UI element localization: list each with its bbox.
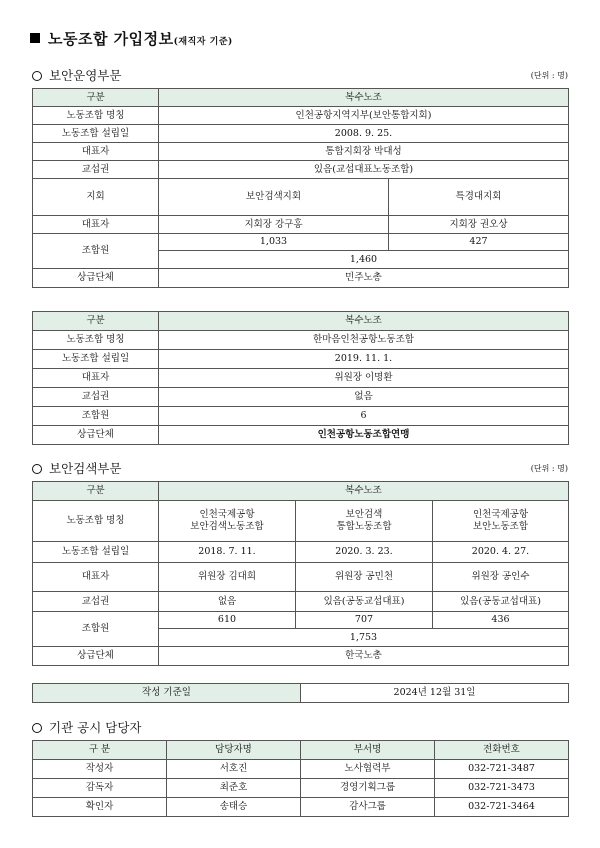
- upper-org: 한국노총: [159, 647, 569, 666]
- table-row: [33, 779, 569, 798]
- section-heading-text: 보안검색부문: [49, 461, 122, 476]
- section-heading-text: 보안운영부문: [49, 68, 122, 83]
- circle-bullet-icon: [32, 723, 42, 733]
- union-name-line: 보안노동조합: [472, 521, 529, 532]
- row-label: 상급단체: [33, 647, 159, 666]
- unit-note: (단위 : 명): [530, 464, 568, 473]
- union-table-1: [32, 88, 569, 288]
- base-date-label: 작성 기준일: [33, 684, 301, 703]
- contact-role: 감독자: [33, 779, 167, 798]
- representative: 위원장 공인수: [433, 563, 569, 592]
- branch-rep-b: 지회장 권오상: [389, 216, 569, 234]
- table-row: [33, 798, 569, 817]
- bargaining-right: 없음: [159, 388, 569, 407]
- est-date: 2020. 3. 23.: [296, 542, 433, 563]
- section-heading-text: 기관 공시 담당자: [49, 720, 142, 735]
- contact-phone: 032-721-3473: [435, 779, 569, 798]
- members-total: 1,753: [159, 629, 569, 647]
- representative: 위원장 김대희: [159, 563, 296, 592]
- est-date: 2018. 7. 11.: [159, 542, 296, 563]
- page-title-sub: (재직자 기준): [173, 37, 233, 47]
- row-label: 조합원: [33, 234, 159, 269]
- row-label: 노동조합 설립일: [33, 350, 159, 369]
- members-total: 1,460: [159, 251, 569, 269]
- union-name-line: 통합노동조합: [336, 521, 392, 532]
- contact-name: 최준호: [167, 779, 301, 798]
- members: 707: [296, 612, 433, 629]
- members: 610: [159, 612, 296, 629]
- contact-phone: 032-721-3464: [435, 798, 569, 817]
- branch-rep-a: 지회장 강구홍: [159, 216, 389, 234]
- union-name-line: 인천국제공항: [472, 509, 529, 521]
- row-label: 대표자: [33, 143, 159, 161]
- header-role: 구 분: [33, 741, 167, 760]
- circle-bullet-icon: [32, 464, 42, 474]
- contact-name: 서호진: [167, 760, 301, 779]
- union-name: 인천공항지역지부(보안통합지회): [159, 107, 569, 125]
- branch-b: 특경대지회: [389, 179, 569, 216]
- upper-org: 인천공항노동조합연맹: [159, 426, 569, 445]
- row-label: 교섭권: [33, 388, 159, 407]
- union-name-line: 보안검색: [345, 509, 383, 521]
- representative: 통합지회장 박대성: [159, 143, 569, 161]
- bargaining-right: 있음(공동교섭대표): [433, 592, 569, 612]
- circle-bullet-icon: [32, 71, 42, 81]
- table-row: [33, 760, 569, 779]
- unit-note: (단위 : 명): [530, 71, 568, 80]
- upper-org: 민주노총: [159, 269, 569, 288]
- row-label: 상급단체: [33, 269, 159, 288]
- page-title-text: 노동조합 가입정보: [48, 30, 174, 48]
- header-phone: 전화번호: [435, 741, 569, 760]
- header-multi-union: 복수노조: [159, 312, 569, 331]
- row-label: 노동조합 명칭: [33, 501, 159, 542]
- union-table-3: [32, 481, 569, 666]
- row-label: 노동조합 명칭: [33, 107, 159, 125]
- union-table-2: [32, 311, 569, 445]
- representative: 위원장 이명환: [159, 369, 569, 388]
- section-heading-contacts: [32, 718, 141, 736]
- row-label: 교섭권: [33, 161, 159, 179]
- row-label: 지회: [33, 179, 159, 216]
- row-label: 교섭권: [33, 592, 159, 612]
- union-name-3: [433, 501, 569, 542]
- members-a: 1,033: [159, 234, 389, 251]
- bargaining-right: 있음(교섭대표노동조합): [159, 161, 569, 179]
- contact-role: 확인자: [33, 798, 167, 817]
- contact-dept: 노사협력부: [301, 760, 435, 779]
- header-category: 구분: [33, 312, 159, 331]
- est-date: 2020. 4. 27.: [433, 542, 569, 563]
- header-category: 구분: [33, 482, 159, 501]
- contact-phone: 032-721-3487: [435, 760, 569, 779]
- union-name-2: [296, 501, 433, 542]
- header-multi-union: 복수노조: [159, 482, 569, 501]
- header-category: 구분: [33, 89, 159, 107]
- branch-a: 보안검색지회: [159, 179, 389, 216]
- base-date-value: 2024년 12월 31일: [301, 684, 569, 703]
- row-label: 조합원: [33, 612, 159, 647]
- row-label: 노동조합 설립일: [33, 125, 159, 143]
- union-name-1: [159, 501, 296, 542]
- contact-role: 작성자: [33, 760, 167, 779]
- members: 6: [159, 407, 569, 426]
- row-label: 대표자: [33, 369, 159, 388]
- base-date-table: [32, 683, 569, 703]
- members: 436: [433, 612, 569, 629]
- bargaining-right: 없음: [159, 592, 296, 612]
- union-name-line: 인천국제공항: [199, 509, 255, 521]
- section-heading-security-ops: [32, 66, 121, 84]
- est-date: 2008. 9. 25.: [159, 125, 569, 143]
- row-label: 대표자: [33, 216, 159, 234]
- union-name-line: 보안검색노동조합: [190, 521, 264, 532]
- header-multi-union: 복수노조: [159, 89, 569, 107]
- est-date: 2019. 11. 1.: [159, 350, 569, 369]
- contact-name: 송태승: [167, 798, 301, 817]
- union-name: 한마음인천공항노동조합: [159, 331, 569, 350]
- contacts-table: [32, 740, 569, 817]
- row-label: 대표자: [33, 563, 159, 592]
- representative: 위원장 공민천: [296, 563, 433, 592]
- header-dept: 부서명: [301, 741, 435, 760]
- row-label: 노동조합 명칭: [33, 331, 159, 350]
- contact-dept: 감사그룹: [301, 798, 435, 817]
- header-name: 담당자명: [167, 741, 301, 760]
- square-bullet-icon: [30, 33, 40, 43]
- members-b: 427: [389, 234, 569, 251]
- row-label: 조합원: [33, 407, 159, 426]
- bargaining-right: 있음(공동교섭대표): [296, 592, 433, 612]
- page-title: [30, 28, 233, 49]
- row-label: 노동조합 설립일: [33, 542, 159, 563]
- contact-dept: 경영기획그룹: [301, 779, 435, 798]
- section-heading-security-screening: [32, 459, 121, 477]
- row-label: 상급단체: [33, 426, 159, 445]
